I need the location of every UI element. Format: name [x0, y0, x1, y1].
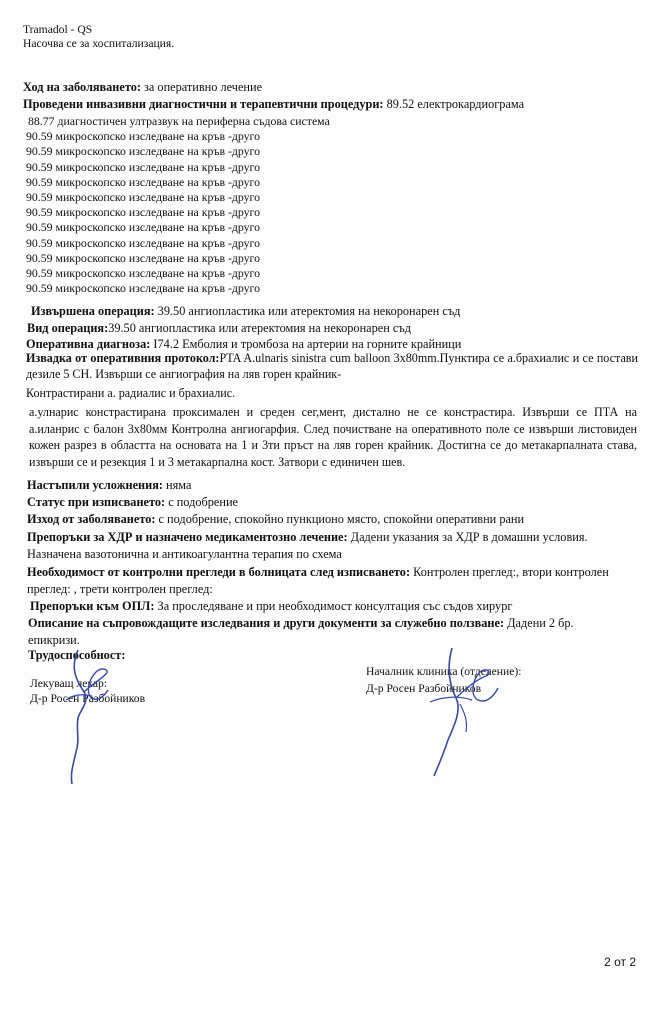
diet-line [27, 530, 588, 544]
operative-diagnosis-value: I74.2 Емболия и тромбоза на артерии на горните крайници [150, 337, 462, 351]
operation-type-line [27, 321, 411, 335]
complications-value: няма [162, 478, 192, 492]
attending-doctor-name: Д-р Росен Разбойников [30, 692, 146, 705]
course-label: Ход на заболяването: [23, 80, 141, 94]
head-of-clinic-title: Началник клиника (отделение): [366, 665, 522, 678]
diet-label: Препоръки за ХДР и назначено медикаментозно лечение: [27, 530, 348, 544]
documents-label: Описание на съпровождащите изследвания и други документи за служебно ползване: [28, 616, 505, 630]
operative-diagnosis-line [26, 337, 461, 351]
outcome-line [27, 512, 524, 526]
header-line-2: Насочва се за хоспитализация. [23, 37, 175, 50]
attending-doctor-signature [40, 640, 120, 790]
attending-doctor-title: Лекуващ лекар: [30, 677, 108, 690]
course-value: за оперативно лечение [140, 80, 263, 94]
procedure-item: 90.59 микроскопско изследване на кръв -друго [26, 266, 260, 280]
protocol-value: PTA A.ulnaris sinistra cum balloon 3x80mm.Пунктира се а.брахиалис и се постави дезиле 5 CH. Извърши се ангиография на ляв горен крайник- [26, 351, 638, 381]
protocol-line-2: Контрастирани а. радиалис и брахиалис. [26, 386, 236, 400]
procedure-item: 90.59 микроскопско изследване на кръв -друго [26, 129, 260, 144]
discharge-status-line [27, 495, 238, 509]
procedure-item: 90.59 микроскопско изследване на кръв -друго [26, 190, 260, 204]
documents-line [28, 616, 574, 630]
operative-diagnosis-label: Оперативна диагноза: [26, 337, 151, 351]
documents-value: Дадени 2 бр. [504, 616, 574, 630]
gp-line [30, 599, 512, 613]
gp-label: Препоръки към ОПЛ: [30, 599, 155, 613]
discharge-status-value: с подобрение [165, 495, 238, 509]
followup-line-2: преглед: , трети контролен преглед: [27, 582, 213, 596]
protocol-label: Извадка от оперативния протокол: [26, 351, 220, 365]
gp-value: За проследяване и при необходимост консултация със съдов хирург [154, 599, 513, 613]
procedure-item: 90.59 микроскопско изследване на кръв -друго [26, 144, 260, 159]
outcome-value: с подобрение, спокойно пункционо място, спокойни оперативни рани [155, 512, 525, 526]
procedure-item: 88.77 диагностичен ултразвук на периферна съдова система [28, 114, 330, 128]
procedures-first: 89.52 електрокардиограма [383, 97, 525, 111]
head-of-clinic-signature [400, 640, 510, 780]
complications-line [27, 478, 191, 492]
diet-line-2: Назначена вазотонична и антикоагулантна терапия по схема [27, 547, 342, 561]
header-line-1: Tramadol - QS [23, 23, 93, 36]
diet-value: Дадени указания за ХДР в домашни условия. [347, 530, 588, 544]
procedure-item: 90.59 микроскопско изследване на кръв -друго [26, 220, 260, 235]
discharge-status-label: Статус при изписването: [27, 495, 166, 509]
followup-line [27, 565, 609, 579]
head-of-clinic-name: Д-р Росен Разбойников [366, 682, 482, 695]
course-line [23, 80, 262, 94]
protocol-paragraph [26, 350, 638, 382]
outcome-label: Изход от заболяването: [27, 512, 156, 526]
procedure-item: 90.59 микроскопско изследване на кръв -друго [26, 235, 260, 250]
procedures-label: Проведени инвазивни диагностични и терапевтични процедури: [23, 97, 384, 111]
operation-done-value: 39.50 ангиопластика или атеректомия на некоронарен съд [154, 304, 461, 318]
procedure-item: 90.59 микроскопско изследване на кръв -друго [26, 159, 260, 174]
protocol-details: а.улнарис констрастирана проксимален и среден сег,мент, дистално не се констрастира. Извърши се ПТА на а.иланрис с балон 3х80мм Контролна ангиогарфия. След почистване на оперативното поле се извърши листовиден кожен разрез в областта на основата на 1 и 3ти пръст на ляв горен крайник. Достигна се до метакарпалната става, извърши се и резекция 1 и 3 метакарпална кост. Затвори с единичен шев. [29, 405, 637, 469]
procedure-item: 90.59 микроскопско изследване на кръв -друго [26, 205, 260, 220]
documents-line-2: епикризи. [28, 633, 80, 647]
procedure-item: 90.59 микроскопско изследване на кръв -друго [26, 250, 260, 265]
complications-label: Настъпили усложнения: [27, 478, 163, 492]
followup-value: Контролен преглед:, втори контролен [410, 565, 609, 579]
work-capacity-label: Трудоспособност: [28, 648, 126, 662]
followup-label: Необходимост от контролни прегледи в болницата след изписването: [27, 565, 411, 579]
operation-done-line [31, 304, 460, 318]
procedure-item: 90.59 микроскопско изследване на кръв -друго [26, 174, 260, 189]
page-number: 2 от 2 [604, 955, 636, 969]
operation-type-label: Вид операция: [27, 321, 109, 335]
procedure-item: 90.59 микроскопско изследване на кръв -друго [26, 281, 260, 296]
operation-type-value: 39.50 ангиопластика или атеректомия на некоронарен съд [108, 321, 411, 335]
procedures-line [23, 97, 524, 111]
operation-done-label: Извършена операция: [31, 304, 155, 318]
